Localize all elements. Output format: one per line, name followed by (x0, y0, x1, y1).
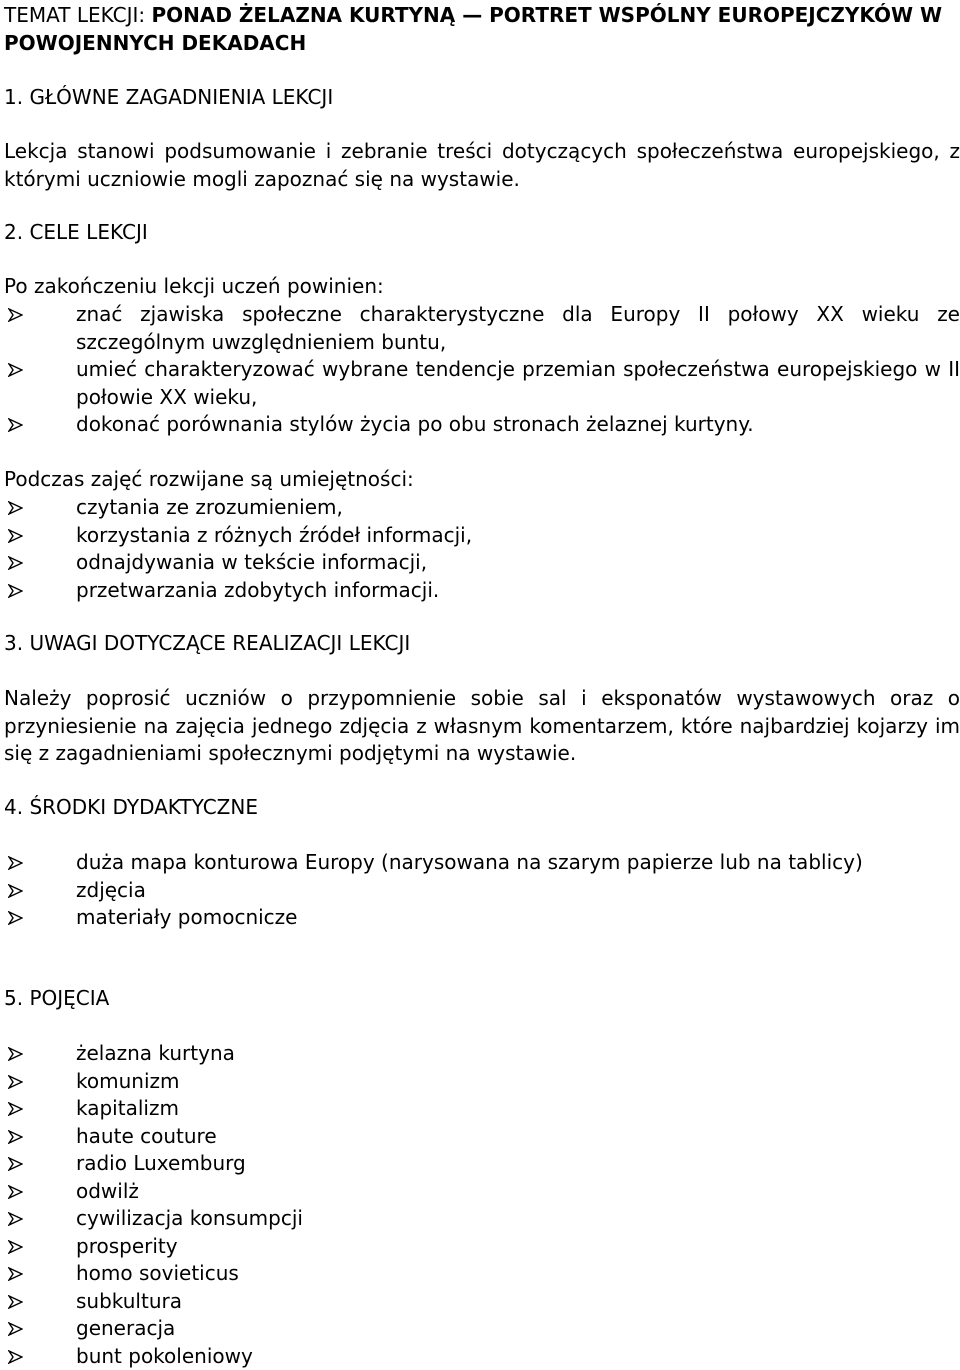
arrow-bullet-icon (8, 1185, 23, 1199)
teaching-aids-list (4, 849, 960, 932)
concepts-list (4, 1040, 960, 1370)
list-item (4, 411, 960, 439)
list-item (4, 1040, 960, 1068)
skill-text: korzystania z różnych źródeł informacji, (76, 523, 472, 547)
arrow-bullet-icon (8, 584, 23, 598)
arrow-bullet-icon (8, 1240, 23, 1254)
list-item (4, 549, 960, 577)
goal-text: znać zjawiska społeczne charakterystyczne dla Europy II połowy XX wieku ze szczególnym uwzględnieniem buntu, (76, 302, 960, 354)
section-5-heading: 5. POJĘCIA (4, 985, 960, 1013)
arrow-bullet-icon (8, 308, 23, 322)
lesson-title-text: PONAD ŻELAZNA KURTYNĄ — PORTRET WSPÓLNY EUROPEJCZYKÓW W POWOJENNYCH DEKADACH (4, 3, 942, 55)
skill-text: czytania ze zrozumieniem, (76, 495, 343, 519)
arrow-bullet-icon (8, 1157, 23, 1171)
list-item (4, 1123, 960, 1151)
section-1-paragraph: Lekcja stanowi podsumowanie i zebranie treści dotyczących społeczeństwa europejskiego, z którymi uczniowie mogli zapoznać się na wystawie. (4, 138, 960, 193)
list-item (4, 1260, 960, 1288)
skills-list (4, 494, 960, 604)
arrow-bullet-icon (8, 1295, 23, 1309)
skill-text: przetwarzania zdobytych informacji. (76, 578, 439, 602)
list-item (4, 1178, 960, 1206)
concept-text: prosperity (76, 1234, 178, 1258)
list-item (4, 522, 960, 550)
section-3-paragraph: Należy poprosić uczniów o przypomnienie sobie sal i eksponatów wystawowych oraz o przyniesienie na zajęcia jednego zdjęcia z własnym komentarzem, które najbardziej kojarzy im się z zagadnieniami społecznymi podjętymi na wystawie. (4, 685, 960, 768)
teaching-aid-text: zdjęcia (76, 878, 146, 902)
skills-intro: Podczas zajęć rozwijane są umiejętności: (4, 466, 960, 494)
concept-text: subkultura (76, 1289, 182, 1313)
arrow-bullet-icon (8, 1322, 23, 1336)
arrow-bullet-icon (8, 1075, 23, 1089)
list-item (4, 494, 960, 522)
goals-list (4, 301, 960, 439)
list-item (4, 904, 960, 932)
arrow-bullet-icon (8, 911, 23, 925)
arrow-bullet-icon (8, 556, 23, 570)
list-item (4, 1343, 960, 1370)
concept-text: żelazna kurtyna (76, 1041, 235, 1065)
concept-text: bunt pokoleniowy (76, 1344, 253, 1368)
list-item (4, 1068, 960, 1096)
concept-text: kapitalizm (76, 1096, 179, 1120)
list-item (4, 1095, 960, 1123)
goal-text: dokonać porównania stylów życia po obu stronach żelaznej kurtyny. (76, 412, 754, 436)
arrow-bullet-icon (8, 529, 23, 543)
list-item (4, 1288, 960, 1316)
section-3-heading: 3. UWAGI DOTYCZĄCE REALIZACJI LEKCJI (4, 630, 960, 658)
list-item (4, 849, 960, 877)
list-item (4, 577, 960, 605)
concept-text: radio Luxemburg (76, 1151, 246, 1175)
section-2-heading: 2. CELE LEKCJI (4, 219, 960, 247)
concept-text: haute couture (76, 1124, 217, 1148)
lesson-title (4, 2, 960, 57)
concept-text: cywilizacja konsumpcji (76, 1206, 303, 1230)
lesson-title-prefix: TEMAT LEKCJI: (4, 3, 151, 27)
list-item (4, 877, 960, 905)
concept-text: generacja (76, 1316, 175, 1340)
arrow-bullet-icon (8, 884, 23, 898)
concept-text: komunizm (76, 1069, 179, 1093)
teaching-aid-text: materiały pomocnicze (76, 905, 297, 929)
section-2-intro: Po zakończeniu lekcji uczeń powinien: (4, 273, 960, 301)
arrow-bullet-icon (8, 1130, 23, 1144)
concept-text: homo sovieticus (76, 1261, 239, 1285)
list-item (4, 1315, 960, 1343)
list-item (4, 301, 960, 356)
arrow-bullet-icon (8, 501, 23, 515)
arrow-bullet-icon (8, 1350, 23, 1364)
arrow-bullet-icon (8, 1267, 23, 1281)
skill-text: odnajdywania w tekście informacji, (76, 550, 427, 574)
goal-text: umieć charakteryzować wybrane tendencje przemian społeczeństwa europejskiego w II połowie XX wieku, (76, 357, 960, 409)
concept-text: odwilż (76, 1179, 139, 1203)
list-item (4, 1150, 960, 1178)
teaching-aid-text: duża mapa konturowa Europy (narysowana na szarym papierze lub na tablicy) (76, 850, 863, 874)
arrow-bullet-icon (8, 1212, 23, 1226)
section-1-heading: 1. GŁÓWNE ZAGADNIENIA LEKCJI (4, 84, 960, 112)
arrow-bullet-icon (8, 856, 23, 870)
list-item (4, 1205, 960, 1233)
list-item (4, 356, 960, 411)
list-item (4, 1233, 960, 1261)
section-4-heading: 4. ŚRODKI DYDAKTYCZNE (4, 794, 960, 822)
arrow-bullet-icon (8, 363, 23, 377)
arrow-bullet-icon (8, 1102, 23, 1116)
arrow-bullet-icon (8, 1047, 23, 1061)
arrow-bullet-icon (8, 418, 23, 432)
